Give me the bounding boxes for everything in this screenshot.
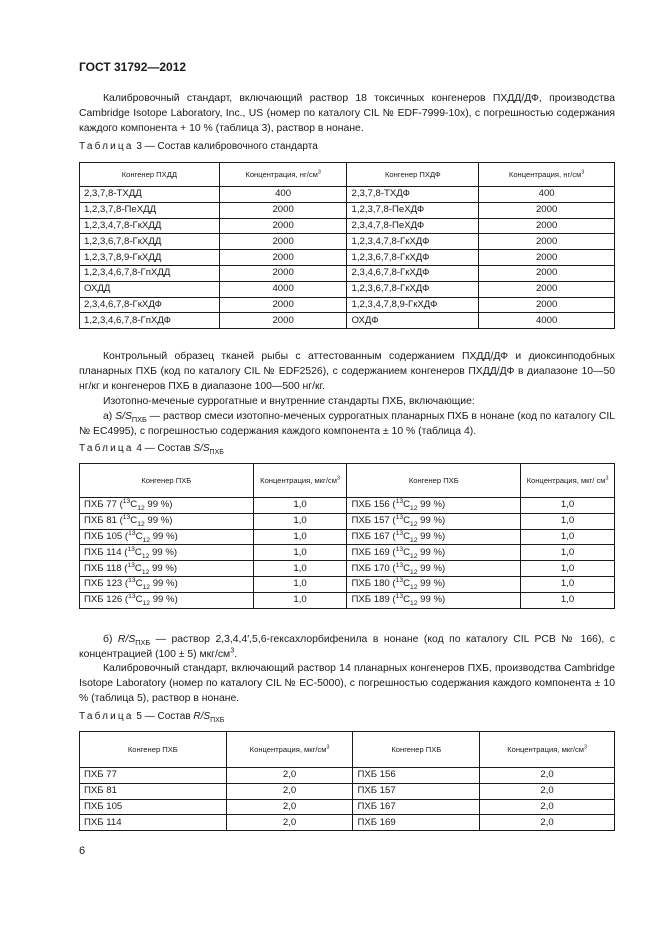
- isotope-count: 12: [141, 552, 150, 560]
- symbol-subscript: ПХБ: [135, 638, 151, 648]
- table-row: [80, 281, 615, 297]
- header-label: Концентрация, мкг/см: [507, 744, 585, 754]
- congener-cell: 1,2,3,7,8,9-ГкХДД: [80, 250, 220, 266]
- concentration-cell: 2000: [219, 265, 347, 281]
- isotope-purity: 99 %): [144, 499, 173, 511]
- congener-cell: [80, 545, 254, 561]
- congener-name: ПХБ 114 (: [84, 546, 128, 558]
- table-header: [253, 464, 347, 498]
- isotope-mass: 13: [128, 529, 136, 537]
- header-label: Конгенер ПХБ: [408, 475, 459, 485]
- concentration-cell: 4000: [479, 313, 615, 329]
- congener-name: ПХБ 170 (: [351, 562, 396, 574]
- paragraph-control-sample: Контрольный образец тканей рыбы с аттестованным содержанием ПХДД/ДФ и диоксинподобных планарных ПХБ (код по каталогу CIL № EDF2526), с содержанием конгенеров ПХДД/ДФ в диапазоне 10—50 нг/кг и конгенеров ПХБ в диапазоне 100—500 нг/кг.: [79, 351, 615, 392]
- isotope-purity: 99 %): [150, 578, 178, 590]
- isotope-purity: 99 %): [150, 530, 178, 542]
- concentration-cell: 2,0: [226, 783, 353, 799]
- concentration-cell: 400: [479, 187, 615, 203]
- congener-cell: 1,2,3,4,7,8-ГкХДД: [80, 218, 220, 234]
- congener-cell: 2,3,7,8-ТХДД: [80, 187, 220, 203]
- table-row: [80, 768, 615, 784]
- caption-text: 4 — Состав: [133, 443, 194, 454]
- symbol-subscript: ПХБ: [131, 415, 147, 425]
- header-superscript: 3: [326, 743, 330, 750]
- table-header: [479, 163, 615, 187]
- header-label: Концентрация, нг/см: [245, 169, 318, 179]
- concentration-cell: 1,0: [521, 561, 615, 577]
- header-label: Концентрация, нг/см: [508, 169, 582, 179]
- concentration-cell: 2000: [479, 281, 615, 297]
- table-row: [80, 783, 615, 799]
- table-header: [347, 163, 479, 187]
- header-label: Конгенер ПХБ: [391, 744, 442, 754]
- caption-symbol: S/S: [193, 443, 210, 454]
- paragraph-ss-pcb: [79, 409, 615, 439]
- concentration-cell: 2000: [479, 250, 615, 266]
- concentration-cell: 1,0: [521, 576, 615, 592]
- table-5: [79, 731, 615, 831]
- congener-cell: 1,2,3,6,7,8-ГкХДФ: [347, 250, 479, 266]
- concentration-cell: 2000: [219, 218, 347, 234]
- isotope-purity: 99 %): [417, 562, 446, 574]
- concentration-cell: 2,0: [480, 799, 615, 815]
- concentration-cell: 2000: [219, 202, 347, 218]
- table-row: [80, 250, 615, 266]
- congener-name: ПХБ 180 (: [351, 578, 396, 590]
- caption-symbol: R/S: [193, 711, 211, 722]
- isotope-purity: 99 %): [417, 594, 446, 606]
- congener-cell: [80, 561, 254, 577]
- concentration-cell: 400: [219, 187, 347, 203]
- isotope-count: 12: [142, 600, 151, 608]
- isotope-mass: 13: [395, 529, 404, 537]
- isotope-count: 12: [410, 552, 418, 560]
- congener-cell: [347, 561, 521, 577]
- table-3-caption: [79, 141, 318, 152]
- paragraph-calibration-standard: Калибровочный стандарт, включающий раствор 18 токсичных конгенеров ПХДД/ДФ, производства Cambridge Isotope Laboratory, Inc., US (номер по каталогу CIL № EDF-7999-10x), с погрешностью содержания каждого компонента + 10 % (таблица 3), раствор в нонане.: [79, 93, 615, 134]
- isotope-element: C: [134, 562, 142, 574]
- congener-cell: 2,3,7,8-ТХДФ: [347, 187, 479, 203]
- table-header: [80, 732, 227, 768]
- caption-text: 3 — Состав калибровочного стандарта: [133, 141, 318, 152]
- congener-cell: 2,3,4,6,7,8-ГкХДФ: [347, 265, 479, 281]
- table-4: [79, 463, 615, 609]
- isotope-purity: 99 %): [150, 594, 178, 606]
- isotope-element: C: [135, 530, 143, 542]
- table-row: [80, 799, 615, 815]
- caption-label: Таблица: [79, 711, 134, 722]
- caption-subscript: ПХБ: [210, 717, 225, 724]
- concentration-cell: 2000: [479, 234, 615, 250]
- table-row: [80, 313, 615, 329]
- unit-superscript: 3: [230, 645, 235, 655]
- symbol-italic: S/S: [115, 411, 132, 422]
- header-superscript: 3: [317, 168, 321, 175]
- isotope-count: 12: [410, 600, 418, 608]
- concentration-cell: 2,0: [480, 815, 615, 831]
- congener-cell: ПХБ 156: [353, 768, 480, 784]
- isotope-purity: 99 %): [417, 546, 446, 558]
- table-header: [80, 163, 220, 187]
- congener-cell: [347, 529, 521, 545]
- standard-header: ГОСТ 31792—2012: [79, 60, 187, 74]
- isotope-element: C: [134, 546, 142, 558]
- congener-name: ПХБ 189 (: [351, 594, 396, 606]
- header-superscript: 3: [581, 168, 585, 175]
- congener-cell: [80, 576, 254, 592]
- table-row: [80, 218, 615, 234]
- table-row: [80, 529, 615, 545]
- concentration-cell: 2000: [479, 202, 615, 218]
- congener-cell: [80, 592, 254, 608]
- isotope-count: 12: [410, 584, 418, 592]
- table-row: [80, 498, 615, 514]
- caption-label: Таблица: [79, 443, 134, 454]
- concentration-cell: 1,0: [521, 592, 615, 608]
- congener-cell: ПХБ 105: [80, 799, 227, 815]
- congener-cell: 1,2,3,6,7,8-ГкХДД: [80, 234, 220, 250]
- isotope-mass: 13: [395, 577, 404, 585]
- header-superscript: 3: [605, 474, 609, 481]
- paragraph-text: — раствор 2,3,4,4′,5,6-гексахлорбифенила в нонане (код по каталогу CIL PCB № 166), с концентрацией (100 ± 5) мкг/см: [79, 634, 615, 660]
- concentration-cell: 1,0: [521, 513, 615, 529]
- isotope-element: C: [403, 562, 411, 574]
- concentration-cell: 2000: [219, 313, 347, 329]
- concentration-cell: 4000: [219, 281, 347, 297]
- isotope-count: 12: [141, 568, 150, 576]
- congener-cell: ПХБ 77: [80, 768, 227, 784]
- table-5-caption: [79, 711, 224, 722]
- header-superscript: 3: [584, 743, 587, 750]
- congener-cell: ПХБ 81: [80, 783, 227, 799]
- isotope-element: C: [403, 499, 411, 511]
- isotope-count: 12: [142, 584, 151, 592]
- congener-name: ПХБ 156 (: [351, 499, 396, 511]
- isotope-count: 12: [142, 536, 151, 544]
- table-header: [219, 163, 347, 187]
- isotope-mass: 13: [395, 561, 404, 569]
- concentration-cell: 1,0: [253, 498, 347, 514]
- congener-cell: ПХБ 167: [353, 799, 480, 815]
- isotope-element: C: [403, 546, 411, 558]
- table-row: [80, 297, 615, 313]
- table-header: [521, 464, 615, 498]
- concentration-cell: 2000: [219, 250, 347, 266]
- congener-name: ПХБ 169 (: [351, 546, 396, 558]
- isotope-count: 12: [410, 521, 418, 529]
- header-label: Концентрация, мкг/см: [249, 744, 327, 754]
- table-header: [226, 732, 353, 768]
- isotope-count: 12: [137, 521, 145, 529]
- congener-name: ПХБ 123 (: [84, 578, 129, 590]
- concentration-cell: 1,0: [253, 561, 347, 577]
- congener-cell: ПХБ 169: [353, 815, 480, 831]
- isotope-element: C: [135, 594, 143, 606]
- congener-name: ПХБ 167 (: [351, 530, 396, 542]
- congener-name: ПХБ 118 (: [84, 562, 128, 574]
- congener-cell: 1,2,3,6,7,8-ГкХДФ: [347, 281, 479, 297]
- congener-cell: [80, 513, 254, 529]
- congener-cell: ОХДФ: [347, 313, 479, 329]
- paragraph-end: .: [234, 649, 238, 660]
- concentration-cell: 2,0: [226, 768, 353, 784]
- concentration-cell: 2000: [479, 265, 615, 281]
- header-label: Конгенер ПХДД: [121, 169, 177, 179]
- congener-cell: [347, 592, 521, 608]
- isotope-count: 12: [137, 505, 145, 513]
- page-number: 6: [79, 845, 86, 857]
- isotope-purity: 99 %): [149, 562, 178, 574]
- table-row: [80, 561, 615, 577]
- isotope-mass: 13: [122, 498, 131, 506]
- concentration-cell: 1,0: [521, 529, 615, 545]
- congener-name: ПХБ 157 (: [351, 515, 396, 527]
- congener-cell: [80, 498, 254, 514]
- isotope-mass: 13: [127, 545, 135, 553]
- isotope-mass: 13: [128, 592, 136, 600]
- isotope-element: C: [403, 530, 411, 542]
- isotope-purity: 99 %): [417, 530, 446, 542]
- isotope-purity: 99 %): [417, 578, 446, 590]
- table-row: [80, 576, 615, 592]
- isotope-mass: 13: [128, 577, 136, 585]
- caption-subscript: ПХБ: [209, 449, 224, 456]
- isotope-mass: 13: [395, 592, 404, 600]
- table-row: [80, 187, 615, 203]
- concentration-cell: 2000: [219, 234, 347, 250]
- congener-name: ПХБ 81 (: [84, 515, 123, 527]
- congener-cell: ПХБ 157: [353, 783, 480, 799]
- congener-cell: [347, 576, 521, 592]
- symbol-italic: R/S: [117, 634, 136, 645]
- concentration-cell: 1,0: [521, 545, 615, 561]
- isotope-count: 12: [410, 536, 418, 544]
- isotope-element: C: [135, 578, 143, 590]
- header-label: Конгенер ПХДФ: [385, 169, 441, 179]
- isotope-mass: 13: [395, 545, 404, 553]
- isotope-mass: 13: [395, 498, 404, 506]
- header-label: Конгенер ПХБ: [127, 744, 178, 754]
- congener-cell: 1,2,3,7,8-ПеХДФ: [347, 202, 479, 218]
- congener-cell: 2,3,4,6,7,8-ГкХДФ: [80, 297, 220, 313]
- table-header: [353, 732, 480, 768]
- table-row: [80, 202, 615, 218]
- concentration-cell: 1,0: [253, 576, 347, 592]
- table-4-caption: [79, 443, 224, 454]
- congener-cell: 2,3,4,7,8-ПеХДФ: [347, 218, 479, 234]
- isotope-purity: 99 %): [144, 515, 173, 527]
- congener-cell: ОХДД: [80, 281, 220, 297]
- concentration-cell: 2000: [479, 297, 615, 313]
- congener-name: ПХБ 105 (: [84, 530, 129, 542]
- caption-text: 5 — Состав: [133, 711, 194, 722]
- paragraph-planar-pcb-standard: Калибровочный стандарт, включающий раствор 14 планарных конгенеров ПХБ, производства Cambridge Isotope Laboratory (номер по каталогу CIL № EC-5000), с погрешностью содержания каждого компонента ± 10 % (таблица 5), раствор в нонане.: [79, 663, 615, 704]
- isotope-mass: 13: [127, 561, 135, 569]
- congener-cell: [347, 498, 521, 514]
- congener-cell: 1,2,3,4,7,8-ГкХДФ: [347, 234, 479, 250]
- isotope-purity: 99 %): [149, 546, 178, 558]
- table-header: [347, 464, 521, 498]
- header-label: Концентрация, мкг/ см: [526, 475, 606, 485]
- congener-cell: ПХБ 114: [80, 815, 227, 831]
- congener-cell: 1,2,3,4,7,8,9-ГкХДФ: [347, 297, 479, 313]
- congener-cell: [347, 513, 521, 529]
- table-row: [80, 234, 615, 250]
- congener-name: ПХБ 77 (: [84, 499, 123, 511]
- concentration-cell: 2,0: [480, 783, 615, 799]
- isotope-purity: 99 %): [417, 515, 446, 527]
- congener-cell: [347, 545, 521, 561]
- isotope-mass: 13: [395, 514, 404, 521]
- congener-name: ПХБ 126 (: [84, 594, 129, 606]
- concentration-cell: 2000: [479, 218, 615, 234]
- header-superscript: 3: [336, 474, 340, 481]
- caption-label: Таблица: [79, 141, 134, 152]
- congener-cell: 1,2,3,4,6,7,8-ГпХДФ: [80, 313, 220, 329]
- concentration-cell: 2,0: [226, 799, 353, 815]
- concentration-cell: 1,0: [253, 592, 347, 608]
- isotope-purity: 99 %): [417, 499, 446, 511]
- isotope-element: C: [403, 594, 411, 606]
- header-label: Концентрация, мкг/см: [260, 475, 337, 485]
- table-row: [80, 265, 615, 281]
- congener-cell: 1,2,3,4,6,7,8-ГпХДД: [80, 265, 220, 281]
- congener-cell: [80, 529, 254, 545]
- concentration-cell: 2,0: [480, 768, 615, 784]
- header-label: Конгенер ПХБ: [141, 475, 192, 485]
- concentration-cell: 2,0: [226, 815, 353, 831]
- list-marker: б): [103, 634, 118, 645]
- table-row: [80, 592, 615, 608]
- concentration-cell: 1,0: [521, 498, 615, 514]
- congener-cell: 1,2,3,7,8-ПеХДД: [80, 202, 220, 218]
- isotope-count: 12: [410, 568, 418, 576]
- table-3: [79, 162, 615, 329]
- table-row: [80, 545, 615, 561]
- isotope-element: C: [403, 515, 411, 527]
- isotope-element: C: [403, 578, 411, 590]
- paragraph-text: — раствор смеси изотопно-меченых суррогатных планарных ПХБ в нонане (код по каталогу CIL № EC4995), с погрешностью содержания каждого компонента ± 10 % (таблица 4).: [79, 411, 615, 437]
- isotope-count: 12: [410, 505, 418, 513]
- table-row: [80, 513, 615, 529]
- isotope-element: C: [130, 515, 138, 527]
- isotope-mass: 13: [122, 514, 131, 521]
- isotope-element: C: [130, 499, 138, 511]
- table-header: [480, 732, 615, 768]
- table-header: [80, 464, 254, 498]
- list-marker: а): [103, 411, 116, 422]
- table-row: [80, 815, 615, 831]
- concentration-cell: 1,0: [253, 529, 347, 545]
- paragraph-isotope-standards: Изотопно-меченые суррогатные и внутренние стандарты ПХБ, включающие:: [103, 396, 475, 407]
- concentration-cell: 1,0: [253, 545, 347, 561]
- paragraph-rs-pcb: [79, 632, 615, 662]
- concentration-cell: 2000: [219, 297, 347, 313]
- concentration-cell: 1,0: [253, 513, 347, 529]
